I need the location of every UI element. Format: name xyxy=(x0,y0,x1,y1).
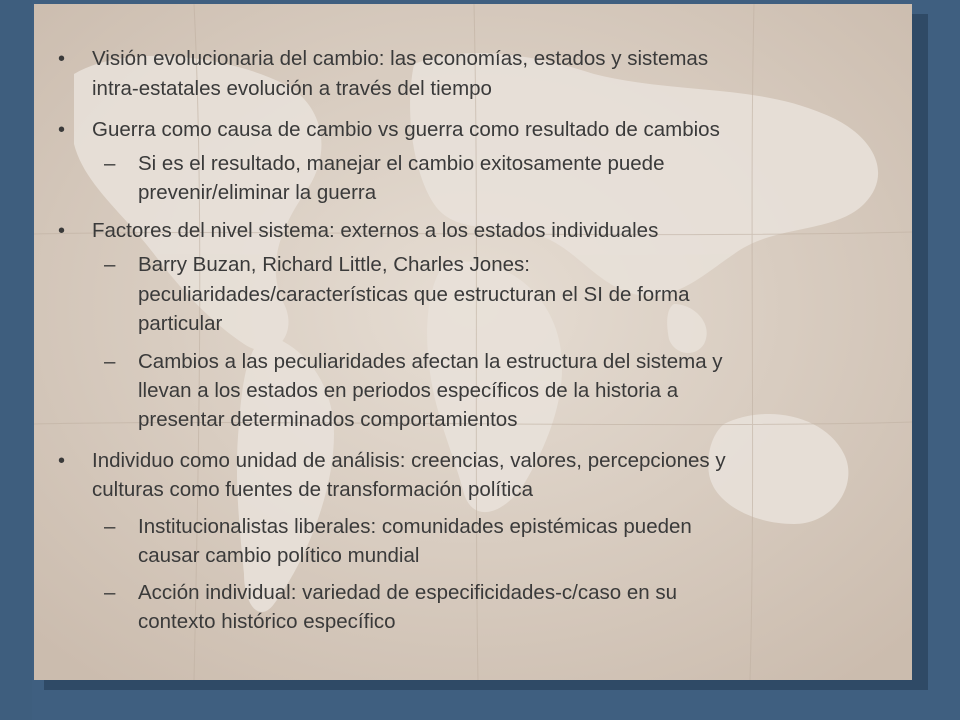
sub-bullet-text-line: particular xyxy=(138,312,223,335)
bullet-text-line: Visión evolucionaria del cambio: las economías, estados y sistemas xyxy=(92,47,709,70)
bullet-text-line: culturas como fuentes de transformación política xyxy=(92,478,533,501)
sub-bullet-text-line: Barry Buzan, Richard Little, Charles Jones: xyxy=(138,253,530,276)
sub-bullet-text-line: Institucionalistas liberales: comunidades epistémicas pueden xyxy=(138,515,692,538)
sub-bullet-marker: – xyxy=(104,581,116,604)
bullet-text-line: Individuo como unidad de análisis: creencias, valores, percepciones y xyxy=(92,449,726,472)
sub-bullet-text-line: Acción individual: variedad de especificidades-c/caso en su xyxy=(138,581,678,604)
bullet-marker: • xyxy=(58,220,66,242)
sub-bullet-marker: – xyxy=(104,253,116,276)
frame-left-border xyxy=(0,0,32,720)
bullet-text-line: Guerra como causa de cambio vs guerra como resultado de cambios xyxy=(92,118,720,141)
bullet-text-line: intra-estatales evolución a través del tiempo xyxy=(92,77,492,100)
bullet-list xyxy=(34,4,912,680)
sub-bullet-marker: – xyxy=(104,350,116,373)
sub-bullet-text-line: Cambios a las peculiaridades afectan la estructura del sistema y xyxy=(138,350,723,373)
content-panel xyxy=(34,4,912,680)
bullet-marker: • xyxy=(58,48,66,70)
bullet-marker: • xyxy=(58,119,66,141)
sub-bullet-text-line: peculiaridades/características que estructuran el SI de forma xyxy=(138,283,690,306)
sub-bullet-text-line: contexto histórico específico xyxy=(138,610,396,633)
sub-bullet-text-line: llevan a los estados en periodos específicos de la historia a xyxy=(138,379,679,402)
sub-bullet-text-line: presentar determinados comportamientos xyxy=(138,408,518,431)
sub-bullet-text-line: causar cambio político mundial xyxy=(138,544,420,567)
bullet-marker: • xyxy=(58,450,66,472)
sub-bullet-text-line: Si es el resultado, manejar el cambio exitosamente puede xyxy=(138,152,665,175)
sub-bullet-marker: – xyxy=(104,152,116,175)
sub-bullet-text-line: prevenir/eliminar la guerra xyxy=(138,181,377,204)
bullet-text-line: Factores del nivel sistema: externos a los estados individuales xyxy=(92,219,659,242)
sub-bullet-marker: – xyxy=(104,515,116,538)
